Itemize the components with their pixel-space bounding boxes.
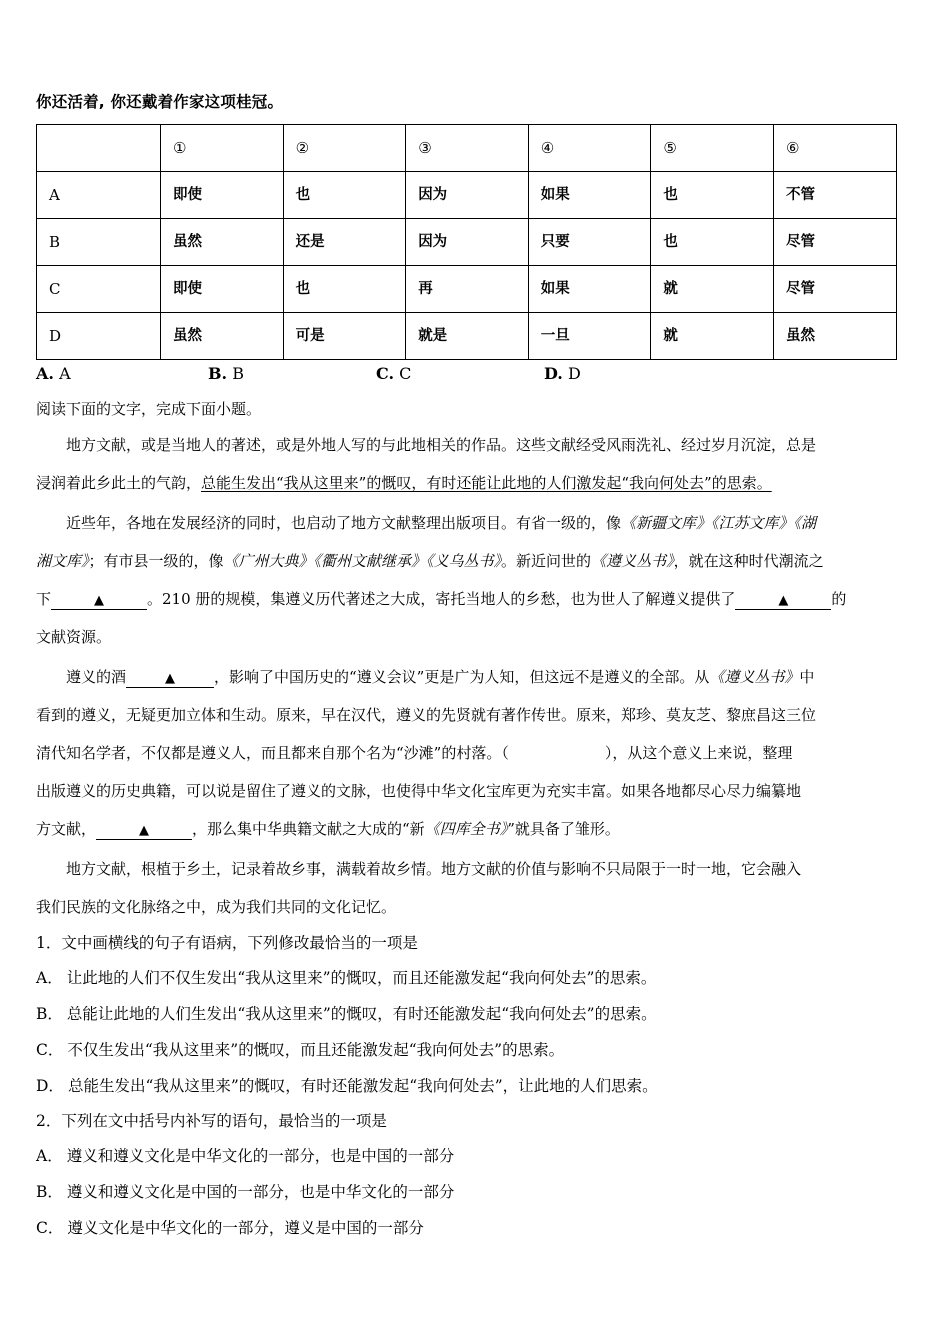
book-title-group-4: 《遵义丛书》 bbox=[591, 552, 674, 570]
table-row-label-b: B bbox=[37, 219, 161, 266]
table-row bbox=[37, 266, 897, 313]
table-cell-b6: 尽管 bbox=[773, 219, 896, 266]
page-content bbox=[36, 92, 902, 1246]
table-cell-d6: 虽然 bbox=[773, 313, 896, 360]
question-1-text: 文中画横线的句子有语病，下列修改最恰当的一项是 bbox=[61, 934, 418, 952]
option-value: C bbox=[399, 364, 412, 383]
passage-instruction: 阅读下面的文字，完成下面小题。 bbox=[36, 400, 262, 418]
passage-p1-line2 bbox=[36, 464, 902, 502]
question-1-number: 1． bbox=[36, 934, 62, 952]
question-2 bbox=[36, 1104, 902, 1246]
table-cell-a3: 因为 bbox=[406, 172, 529, 219]
book-title-group-2: 湘文库》 bbox=[36, 552, 89, 570]
option-label: A． bbox=[36, 1147, 63, 1165]
passage-p2-line3-b: 。210 册的规模，集遵义历代著述之大成，寄托当地人的乡愁，也为世人了解遵义提供了 bbox=[147, 590, 736, 608]
table-cell-c2: 也 bbox=[283, 266, 406, 313]
conjunction-choice-table bbox=[36, 124, 897, 360]
table-col-header-6: ⑥ bbox=[773, 125, 896, 172]
table-cell-d3: 就是 bbox=[406, 313, 529, 360]
passage-p3-line5-c: ”就具备了雏形。 bbox=[507, 820, 620, 838]
passage-p3-line2: 看到的遵义，无疑更加立体和生动。原来，早在汉代，遵义的先贤就有著作传世。原来，郑珍、莫友芝、黎庶昌这三位 bbox=[36, 706, 817, 724]
table-col-header-2: ② bbox=[283, 125, 406, 172]
table-answer-option-c[interactable] bbox=[376, 364, 411, 383]
option-text: 遵义和遵义文化是中国的一部分，也是中华文化的一部分 bbox=[66, 1183, 455, 1201]
option-text: 总能生发出“我从这里来”的慨叹，有时还能激发起“我向何处去”，让此地的人们思索。 bbox=[67, 1077, 658, 1095]
page-heading: 你还活着, 你还戴着作家这项桂冠。 bbox=[36, 93, 284, 111]
option-label: B． bbox=[36, 1005, 63, 1023]
passage-p2-line1-text: 近些年，各地在发展经济的同时，也启动了地方文献整理出版项目。有省一级的，像 bbox=[66, 514, 622, 532]
option-value: A bbox=[59, 364, 71, 383]
option-label: C． bbox=[36, 1041, 64, 1059]
passage-p3-line4: 出版遵义的历史典籍，可以说是留住了遵义的文脉，也使得中华文化宝库更为充实丰富。如果各地都尽心尽力编纂地 bbox=[36, 782, 802, 800]
table-cell-b1: 虽然 bbox=[161, 219, 284, 266]
table-row-label-c: C bbox=[37, 266, 161, 313]
passage-p3-line1-a: 遵义的酒 bbox=[66, 668, 127, 686]
option-label: D． bbox=[36, 1077, 64, 1095]
option-label: B. bbox=[208, 364, 228, 383]
fill-blank-4[interactable]: ▲ bbox=[96, 822, 192, 840]
passage-p3-line1 bbox=[36, 658, 902, 696]
fill-blank-1[interactable]: ▲ bbox=[51, 592, 147, 610]
table-col-header-3: ③ bbox=[406, 125, 529, 172]
table-cell-c6: 尽管 bbox=[773, 266, 896, 313]
passage-p2-line2 bbox=[36, 542, 902, 580]
passage-p3-line3-a: 清代知名学者，不仅都是遵义人，而且都来自那个名为“沙滩”的村落。（ bbox=[36, 744, 509, 762]
table-row-label-a: A bbox=[37, 172, 161, 219]
table-col-header-1: ① bbox=[161, 125, 284, 172]
passage-p3-line1-c: 中 bbox=[799, 668, 815, 686]
passage-p2-line3-a: 下 bbox=[36, 590, 52, 608]
question-2-option-b[interactable] bbox=[36, 1174, 902, 1210]
table-corner-cell bbox=[37, 125, 161, 172]
table-answer-option-b[interactable] bbox=[208, 364, 244, 383]
passage-p2-line2-b: ；有市县一级的，像 bbox=[88, 552, 224, 570]
table-cell-a4: 如果 bbox=[528, 172, 651, 219]
table-col-header-4: ④ bbox=[528, 125, 651, 172]
question-1-option-c[interactable] bbox=[36, 1032, 902, 1068]
option-label: C. bbox=[376, 364, 395, 383]
book-title-group-3: 《广州大典》《衢州文献继承》《义乌丛书》 bbox=[223, 552, 502, 570]
option-text: 让此地的人们不仅生发出“我从这里来”的慨叹，而且还能激发起“我向何处去”的思索。 bbox=[66, 969, 657, 987]
book-title-group-5: 《遵义丛书》 bbox=[709, 668, 800, 686]
passage-p3-line5 bbox=[36, 810, 902, 848]
passage-paragraph-4 bbox=[36, 850, 902, 926]
table-cell-c4: 如果 bbox=[528, 266, 651, 313]
table-cell-a5: 也 bbox=[651, 172, 774, 219]
question-2-number: 2． bbox=[36, 1112, 62, 1130]
table-answer-option-d[interactable] bbox=[544, 364, 581, 383]
table-cell-d1: 虽然 bbox=[161, 313, 284, 360]
table-cell-b4: 只要 bbox=[528, 219, 651, 266]
passage-p3-line5-a: 方文献， bbox=[36, 820, 97, 838]
option-label: A． bbox=[36, 969, 63, 987]
table-header-row bbox=[37, 125, 897, 172]
question-2-option-a[interactable] bbox=[36, 1138, 902, 1174]
option-label: B． bbox=[36, 1183, 63, 1201]
table-cell-d2: 可是 bbox=[283, 313, 406, 360]
table-answer-option-a[interactable] bbox=[36, 364, 71, 383]
question-1-option-d[interactable] bbox=[36, 1068, 902, 1104]
option-text: 不仅生发出“我从这里来”的慨叹，而且还能激发起“我向何处去”的思索。 bbox=[67, 1041, 565, 1059]
table-col-header-5: ⑤ bbox=[651, 125, 774, 172]
option-label: A. bbox=[36, 364, 54, 383]
passage-paragraph-1 bbox=[36, 426, 902, 502]
fill-blank-3[interactable]: ▲ bbox=[126, 670, 214, 688]
option-value: D bbox=[567, 364, 581, 383]
table-cell-d4: 一旦 bbox=[528, 313, 651, 360]
passage-p4-line1: 地方文献，根植于乡土，记录着故乡事，满载着故乡情。地方文献的价值与影响不只局限于一时一地，它会融入 bbox=[66, 860, 802, 878]
table-row bbox=[37, 219, 897, 266]
table-cell-b2: 还是 bbox=[283, 219, 406, 266]
table-row-label-d: D bbox=[37, 313, 161, 360]
question-2-option-c[interactable] bbox=[36, 1210, 902, 1246]
option-text: 遵义和遵义文化是中华文化的一部分，也是中国的一部分 bbox=[66, 1147, 455, 1165]
fill-blank-2[interactable]: ▲ bbox=[735, 592, 831, 610]
table-row bbox=[37, 172, 897, 219]
passage-p1-line2-plain: 浸润着此乡此土的气韵， bbox=[36, 474, 202, 492]
passage-paragraph-3 bbox=[36, 658, 902, 848]
passage-p1-line1: 地方文献，或是当地人的著述，或是外地人写的与此地相关的作品。这些文献经受风雨洗礼、经过岁月沉淀，总是 bbox=[66, 436, 817, 454]
table-cell-d5: 就 bbox=[651, 313, 774, 360]
passage-p2-line3-c: 的 bbox=[831, 590, 847, 608]
book-title-group-6: 《四库全书》 bbox=[424, 820, 508, 838]
table-cell-c5: 就 bbox=[651, 266, 774, 313]
table-cell-c3: 再 bbox=[406, 266, 529, 313]
table-cell-a1: 即使 bbox=[161, 172, 284, 219]
table-cell-a6: 不管 bbox=[773, 172, 896, 219]
option-text: 总能让此地的人们生发出“我从这里来”的慨叹，有时还能激发起“我向何处去”的思索。 bbox=[66, 1005, 657, 1023]
passage-paragraph-2 bbox=[36, 504, 902, 656]
passage-p2-line2-c: 。新近问世的 bbox=[501, 552, 592, 570]
passage-p2-line2-d: ，就在这种时代潮流之 bbox=[673, 552, 824, 570]
table-cell-a2: 也 bbox=[283, 172, 406, 219]
option-label: C． bbox=[36, 1219, 64, 1237]
book-title-group-1: 《新疆文库》《江苏文库》《湖 bbox=[621, 514, 817, 532]
passage-p3-line5-b: ，那么集中华典籍文献之大成的“新 bbox=[192, 820, 425, 838]
question-1-stem bbox=[36, 926, 902, 960]
passage-p4-line2: 我们民族的文化脉络之中，成为我们共同的文化记忆。 bbox=[36, 898, 397, 916]
table-cell-b3: 因为 bbox=[406, 219, 529, 266]
question-2-stem bbox=[36, 1104, 902, 1138]
passage-p3-line3-b: ），从这个意义上来说，整理 bbox=[604, 744, 793, 762]
question-2-text: 下列在文中括号内补写的语句，最恰当的一项是 bbox=[61, 1112, 387, 1130]
option-label: D. bbox=[544, 364, 563, 383]
question-1 bbox=[36, 926, 902, 1104]
passage-underlined-sentence: 总能生发出“我从这里来”的慨叹，有时还能让此地的人们激发起“我向何处去”的思索。 bbox=[201, 474, 772, 492]
table-cell-c1: 即使 bbox=[161, 266, 284, 313]
passage-p3-line1-b: ，影响了中国历史的“遵义会议”更是广为人知，但这远不是遵义的全部。从 bbox=[214, 668, 710, 686]
question-1-option-b[interactable] bbox=[36, 996, 902, 1032]
option-text: 遵义文化是中华文化的一部分，遵义是中国的一部分 bbox=[67, 1219, 424, 1237]
table-answer-options bbox=[36, 364, 902, 390]
table-cell-b5: 也 bbox=[651, 219, 774, 266]
passage-p3-line3 bbox=[36, 734, 902, 772]
passage-p2-line4: 文献资源。 bbox=[36, 628, 112, 646]
passage-p2-line1 bbox=[36, 504, 902, 542]
question-1-option-a[interactable] bbox=[36, 960, 902, 996]
option-value: B bbox=[232, 364, 244, 383]
passage-p2-line3 bbox=[36, 580, 902, 618]
table-row bbox=[37, 313, 897, 360]
